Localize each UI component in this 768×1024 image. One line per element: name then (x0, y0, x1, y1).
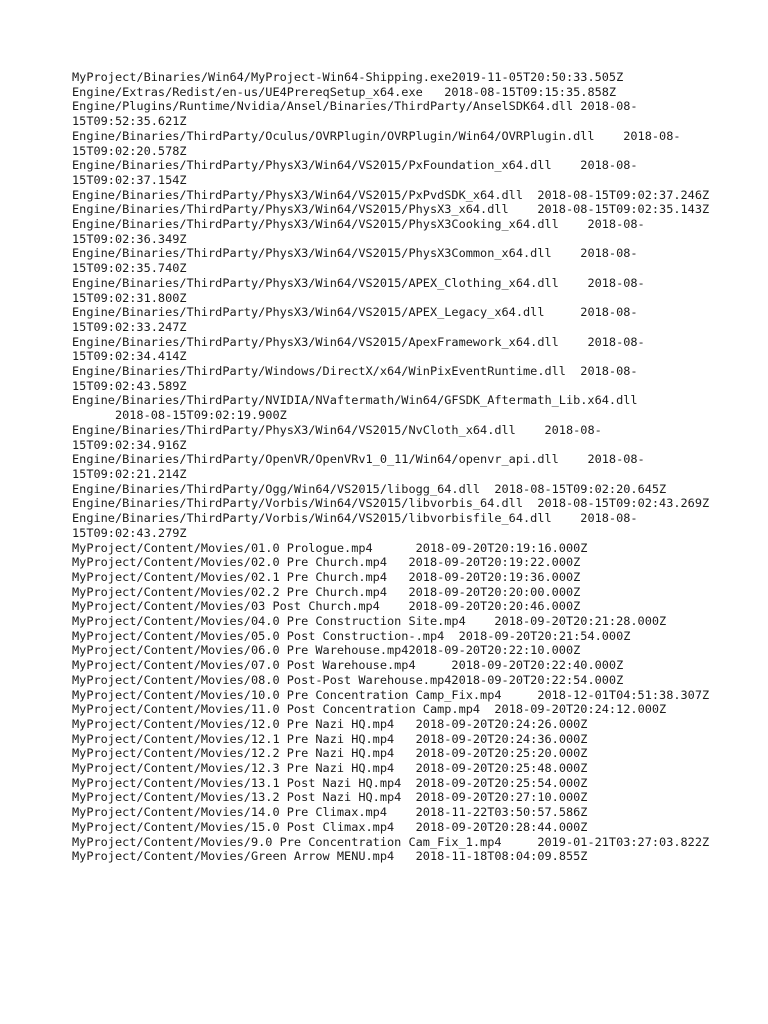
file-path: Engine/Binaries/ThirdParty/PhysX3/Win64/VS2015/APEX_Legacy_x64.dll (72, 305, 545, 320)
file-entry (72, 585, 712, 600)
file-timestamp: 2018-08-15T09:02:34.414Z (72, 334, 645, 364)
file-entry (72, 702, 712, 717)
file-timestamp: 2018-08-15T09:52:35.621Z (72, 99, 638, 129)
column-spacer (559, 335, 588, 349)
column-spacer (394, 820, 415, 834)
file-path: Engine/Binaries/ThirdParty/PhysX3/Win64/VS2015/PhysX3Common_x64.dll (72, 246, 552, 261)
file-path: MyProject/Content/Movies/12.2 Pre Nazi HQ.mp4 (72, 746, 395, 761)
file-path: MyProject/Content/Movies/02.1 Pre Church.mp4 (72, 569, 387, 584)
column-spacer (552, 246, 581, 260)
file-entry (72, 629, 712, 644)
file-timestamp: 2018-08-15T09:02:37.154Z (72, 158, 638, 187)
file-entry (72, 496, 712, 511)
file-timestamp: 2018-09-20T20:28:44.000Z (415, 819, 588, 834)
file-timestamp: 2018-09-20T20:25:20.000Z (415, 746, 588, 761)
file-timestamp: 2018-11-18T08:04:09.855Z (415, 849, 588, 864)
file-path: MyProject/Content/Movies/01.0 Prologue.mp4 (72, 540, 373, 555)
file-timestamp: 2018-09-20T20:19:22.000Z (408, 555, 581, 570)
file-path: Engine/Binaries/ThirdParty/PhysX3/Win64/VS2015/PhysX3Cooking_x64.dll (72, 217, 559, 232)
column-spacer (423, 85, 444, 99)
column-spacer (502, 688, 538, 702)
file-path: Engine/Binaries/ThirdParty/Windows/DirectX/x64/WinPixEventRuntime.dll (72, 364, 566, 379)
file-entry (72, 555, 712, 570)
column-spacer (552, 158, 581, 172)
file-timestamp: 2018-08-15T09:15:35.858Z (444, 84, 617, 99)
column-spacer (523, 496, 537, 510)
file-path: MyProject/Content/Movies/10.0 Pre Concentration Camp_Fix.mp4 (72, 687, 502, 702)
file-entry (72, 335, 712, 364)
column-spacer (595, 129, 624, 143)
column-spacer (544, 305, 580, 319)
file-timestamp: 2018-09-20T20:27:10.000Z (415, 790, 588, 805)
file-entry (72, 805, 712, 820)
file-timestamp: 2018-09-20T20:24:26.000Z (415, 716, 588, 731)
file-timestamp: 2018-09-20T20:21:54.000Z (458, 628, 631, 643)
file-entry (72, 70, 712, 85)
file-timestamp: 2018-08-15T09:02:35.740Z (72, 246, 638, 276)
file-timestamp: 2018-09-20T20:20:46.000Z (408, 599, 581, 614)
file-entry (72, 423, 712, 452)
column-spacer (416, 658, 452, 672)
column-spacer (444, 629, 458, 643)
column-spacer (480, 702, 494, 716)
column-spacer (387, 585, 408, 599)
column-spacer (394, 717, 415, 731)
file-timestamp: 2018-08-15T09:02:31.800Z (72, 275, 645, 305)
file-entry (72, 511, 712, 540)
file-entry (72, 790, 712, 805)
file-entry (72, 482, 712, 497)
file-path: MyProject/Content/Movies/12.0 Pre Nazi HQ.mp4 (72, 716, 395, 731)
file-entry (72, 452, 712, 481)
file-path: Engine/Binaries/ThirdParty/Ogg/Win64/VS2015/libogg_64.dll (72, 481, 481, 496)
file-entry (72, 129, 712, 158)
file-entry (72, 85, 712, 100)
file-entry (72, 202, 712, 217)
file-path: MyProject/Content/Movies/02.0 Pre Church.mp4 (72, 555, 387, 570)
file-path: MyProject/Content/Movies/06.0 Pre Warehouse.mp4 (72, 643, 409, 658)
file-timestamp: 2018-08-15T09:02:34.916Z (72, 422, 602, 452)
file-entry (72, 364, 712, 393)
file-entry (72, 673, 712, 688)
file-path: Engine/Binaries/ThirdParty/PhysX3/Win64/VS2015/APEX_Clothing_x64.dll (72, 275, 559, 290)
file-entry (72, 158, 712, 187)
file-path: MyProject/Content/Movies/15.0 Post Climax.mp4 (72, 819, 395, 834)
file-timestamp: 2018-08-15T09:02:43.279Z (72, 511, 638, 540)
file-entry (72, 835, 712, 850)
file-path: Engine/Plugins/Runtime/Nvidia/Ansel/Binaries/ThirdParty/AnselSDK64.dll (72, 99, 574, 114)
file-path: MyProject/Content/Movies/07.0 Post Warehouse.mp4 (72, 658, 416, 673)
file-timestamp: 2018-09-20T20:19:36.000Z (408, 569, 581, 584)
file-timestamp: 2018-12-01T04:51:38.307Z (537, 687, 710, 702)
file-entry (72, 732, 712, 747)
file-timestamp: 2018-08-15T09:02:20.645Z (494, 481, 667, 496)
file-path: MyProject/Content/Movies/05.0 Post Construction-.mp4 (72, 628, 445, 643)
file-path: MyProject/Content/Movies/12.3 Pre Nazi HQ.mp4 (72, 761, 395, 776)
file-timestamp: 2018-08-15T09:02:43.589Z (72, 364, 638, 393)
file-entry (72, 643, 712, 658)
file-entry (72, 849, 712, 864)
file-entry (72, 305, 712, 334)
file-path: Engine/Binaries/ThirdParty/Vorbis/Win64/VS2015/libvorbisfile_64.dll (72, 511, 552, 526)
file-path: MyProject/Content/Movies/03 Post Church.mp4 (72, 599, 380, 614)
file-entry (72, 188, 712, 203)
file-path: MyProject/Content/Movies/13.1 Post Nazi HQ.mp4 (72, 775, 402, 790)
file-entry (72, 776, 712, 791)
file-timestamp: 2018-09-20T20:22:54.000Z (451, 672, 624, 687)
file-path: Engine/Binaries/ThirdParty/PhysX3/Win64/VS2015/NvCloth_x64.dll (72, 422, 516, 437)
file-path: Engine/Binaries/ThirdParty/Vorbis/Win64/VS2015/libvorbis_64.dll (72, 496, 524, 511)
file-path: Engine/Binaries/ThirdParty/PhysX3/Win64/VS2015/PxFoundation_x64.dll (72, 158, 552, 173)
file-path: MyProject/Content/Movies/9.0 Pre Concentration Cam_Fix_1.mp4 (72, 834, 502, 849)
column-spacer (566, 364, 580, 378)
column-spacer (552, 511, 581, 525)
column-spacer (559, 217, 588, 231)
file-path: Engine/Binaries/ThirdParty/Oculus/OVRPlugin/OVRPlugin/Win64/OVRPlugin.dll (72, 128, 595, 143)
file-path: Engine/Binaries/ThirdParty/PhysX3/Win64/VS2015/PhysX3_x64.dll (72, 202, 509, 217)
file-timestamp: 2018-08-15T09:02:20.578Z (72, 128, 681, 158)
column-spacer (373, 541, 416, 555)
file-timestamp: 2018-08-15T09:02:21.214Z (72, 452, 645, 481)
file-entry (72, 614, 712, 629)
file-timestamp: 2018-08-15T09:02:33.247Z (72, 305, 638, 334)
file-entry (72, 393, 712, 422)
column-spacer (559, 276, 588, 290)
file-timestamp: 2018-09-20T20:24:12.000Z (494, 702, 667, 717)
column-spacer (387, 570, 408, 584)
file-timestamp: 2018-09-20T20:20:00.000Z (408, 584, 581, 599)
file-path: Engine/Binaries/ThirdParty/OpenVR/OpenVRv1_0_11/Win64/openvr_api.dll (72, 452, 559, 467)
file-path: MyProject/Content/Movies/11.0 Post Concentration Camp.mp4 (72, 702, 481, 717)
file-entry (72, 761, 712, 776)
column-spacer (516, 423, 545, 437)
file-path: MyProject/Content/Movies/04.0 Pre Construction Site.mp4 (72, 614, 466, 629)
column-spacer (480, 482, 494, 496)
file-path: MyProject/Binaries/Win64/MyProject-Win64-Shipping.exe (72, 70, 452, 84)
file-timestamp: 2019-01-21T03:27:03.822Z (537, 834, 710, 849)
file-path: Engine/Binaries/ThirdParty/PhysX3/Win64/VS2015/PxPvdSDK_x64.dll (72, 187, 524, 202)
column-spacer (380, 599, 409, 613)
file-timestamp: 2019-11-05T20:50:33.505Z (451, 70, 624, 84)
column-spacer (466, 614, 495, 628)
column-spacer (509, 202, 538, 216)
file-timestamp: 2018-08-15T09:02:19.900Z (114, 408, 287, 423)
column-spacer (394, 849, 415, 863)
file-entry (72, 246, 712, 275)
file-entry (72, 820, 712, 835)
column-spacer (72, 408, 115, 422)
column-spacer (387, 805, 416, 819)
column-spacer (401, 776, 415, 790)
file-path: MyProject/Content/Movies/14.0 Pre Climax.mp4 (72, 805, 387, 820)
file-timestamp: 2018-11-22T03:50:57.586Z (415, 805, 588, 820)
file-path: Engine/Binaries/ThirdParty/NVIDIA/NVaftermath/Win64/GFSDK_Aftermath_Lib.x64.dll (72, 393, 638, 408)
file-entry (72, 688, 712, 703)
file-path: Engine/Binaries/ThirdParty/PhysX3/Win64/VS2015/ApexFramework_x64.dll (72, 334, 559, 349)
file-timestamp: 2018-08-15T09:02:36.349Z (72, 217, 645, 246)
column-spacer (502, 835, 538, 849)
column-spacer (394, 746, 415, 760)
file-entry (72, 717, 712, 732)
file-path: MyProject/Content/Movies/02.2 Pre Church.mp4 (72, 584, 387, 599)
file-timestamp: 2018-09-20T20:19:16.000Z (415, 540, 588, 555)
file-timestamp: 2018-09-20T20:25:54.000Z (415, 775, 588, 790)
column-spacer (401, 790, 415, 804)
column-spacer (394, 732, 415, 746)
file-timestamp: 2018-09-20T20:22:10.000Z (408, 643, 581, 658)
file-entry (72, 658, 712, 673)
file-path: MyProject/Content/Movies/08.0 Post-Post Warehouse.mp4 (72, 672, 452, 687)
file-path: MyProject/Content/Movies/13.2 Post Nazi HQ.mp4 (72, 790, 402, 805)
file-entry (72, 99, 712, 128)
file-path: Engine/Extras/Redist/en-us/UE4PrereqSetup_x64.exe (72, 84, 423, 99)
file-entry (72, 746, 712, 761)
file-timestamp: 2018-09-20T20:22:40.000Z (451, 658, 624, 673)
column-spacer (394, 761, 415, 775)
file-entry (72, 570, 712, 585)
file-timestamp: 2018-09-20T20:24:36.000Z (415, 731, 588, 746)
file-timestamp: 2018-08-15T09:02:37.246Z (537, 187, 710, 202)
file-entry (72, 541, 712, 556)
column-spacer (559, 452, 588, 466)
column-spacer (523, 188, 537, 202)
file-timestamp: 2018-08-15T09:02:35.143Z (537, 202, 710, 217)
file-path: MyProject/Content/Movies/12.1 Pre Nazi HQ.mp4 (72, 731, 395, 746)
file-entry (72, 217, 712, 246)
file-path: MyProject/Content/Movies/Green Arrow MENU.mp4 (72, 849, 395, 864)
column-spacer (387, 555, 408, 569)
file-timestamp: 2018-09-20T20:25:48.000Z (415, 761, 588, 776)
file-list (72, 70, 712, 864)
file-timestamp: 2018-09-20T20:21:28.000Z (494, 614, 667, 629)
file-entry (72, 599, 712, 614)
file-entry (72, 276, 712, 305)
file-timestamp: 2018-08-15T09:02:43.269Z (537, 496, 710, 511)
